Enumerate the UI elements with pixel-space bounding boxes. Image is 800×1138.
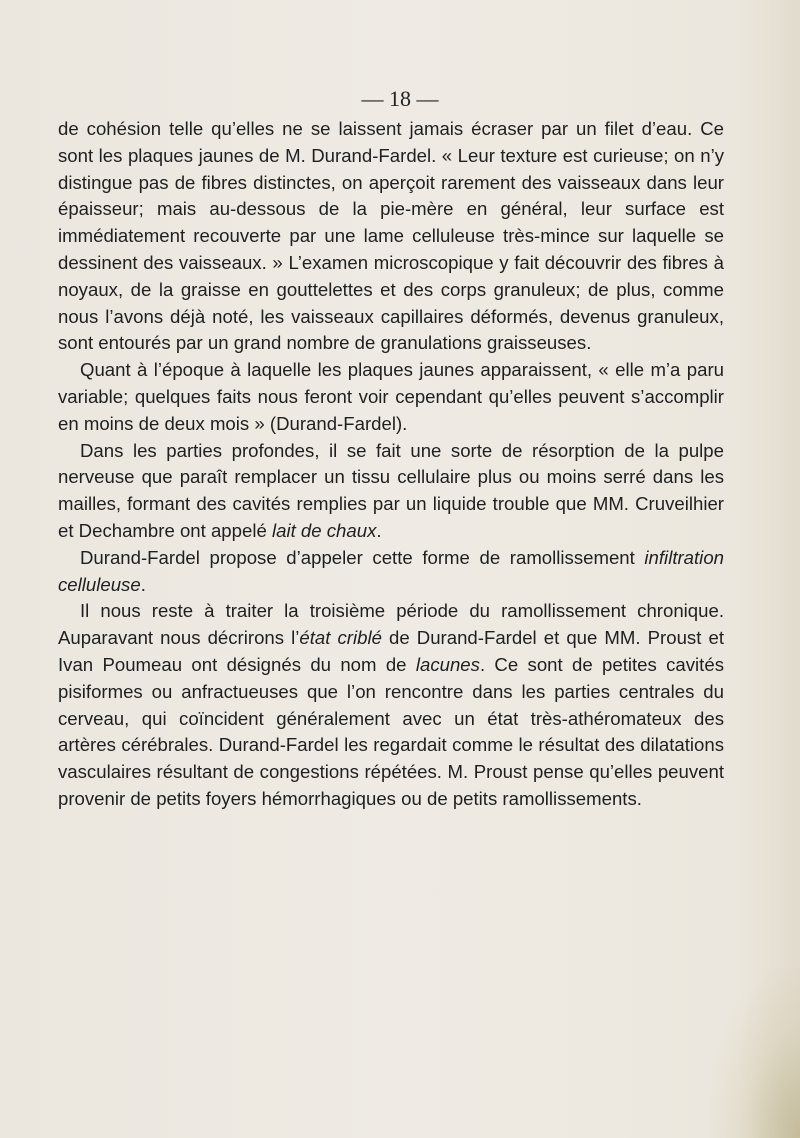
paragraph-5-end: . Ce sont de petites cavités pisiformes ou anfractueuses que l’on rencontre dans les parties centrales du cerveau, qui coïncident généralement avec un état très-athéromateux des artères cérébrales. Durand-Fardel les regardait comme le résultat des dilatations vasculaires résultant de congestions répétées. M. Proust pense qu’elles peuvent provenir de petits foyers hémorrhagiques ou de petits ramollissements.	[58, 653, 724, 809]
italic-term-etat-crible: état criblé	[299, 627, 382, 649]
paragraph-2-text: Quant à l’époque à laquelle les plaques jaunes apparaissent, « elle m’a paru variable; quelques faits nous feront voir cependant qu’elles peuvent s’accomplir en moins de deux mois » (Durand-Fardel).	[58, 359, 724, 434]
page-number-header: — 18 —	[361, 86, 439, 111]
page-corner-stain	[710, 968, 800, 1138]
paragraph-3	[58, 438, 724, 545]
paragraph-4-text: Durand-Fardel propose d’appeler cette forme de ramollissement	[80, 546, 645, 568]
italic-term-lacunes: lacunes	[415, 653, 480, 675]
italic-term-lait-de-chaux: lait de chaux	[271, 519, 377, 541]
body-text	[58, 116, 724, 813]
paragraph-1-text: de cohésion telle qu’elles ne se laissent jamais écraser par un filet d’eau. Ce sont les plaques jaunes de M. Durand-Fardel. « Leur texture est curieuse; on n’y distingue pas de fibres distinctes, on aperçoit rarement des vaisseaux dans leur épaisseur; mais au-dessous de la pie-mère en général, leur surface est immédiatement recouverte par une lame celluleuse très-mince sur laquelle se dessinent des vaisseaux. » L’examen microscopique y fait découvrir des fibres à noyaux, de la graisse en gouttelettes et des corps granuleux; de plus, comme nous l’avons déjà noté, les vaisseaux capillaires déformés, devenus granuleux, sont entourés par un grand nombre de granulations graisseuses.	[58, 118, 724, 354]
paragraph-5-mid: de Durand-Fardel et que MM. Proust et Ivan Poumeau ont désignés du nom de	[58, 627, 724, 675]
paragraph-3-text: Dans les parties profondes, il se fait une sorte de résorption de la pulpe nerveuse que paraît remplacer un tissu cellulaire plus ou moins serré dans les mailles, formant des cavités remplies par un liquide trouble que MM. Cruveilhier et Dechambre ont appelé	[58, 439, 724, 541]
paragraph-5-text: Il nous reste à traiter la troisième période du ramollissement chronique. Auparavant nous décrirons l’	[58, 600, 724, 649]
paragraph-4-end: .	[140, 573, 146, 595]
paragraph-2	[58, 357, 724, 437]
italic-term-infiltration-celluleuse: infiltration celluleuse	[58, 546, 724, 595]
paragraph-1	[58, 116, 724, 357]
paragraph-4	[58, 545, 724, 599]
paragraph-5	[58, 598, 724, 812]
paragraph-3-end: .	[376, 519, 382, 541]
